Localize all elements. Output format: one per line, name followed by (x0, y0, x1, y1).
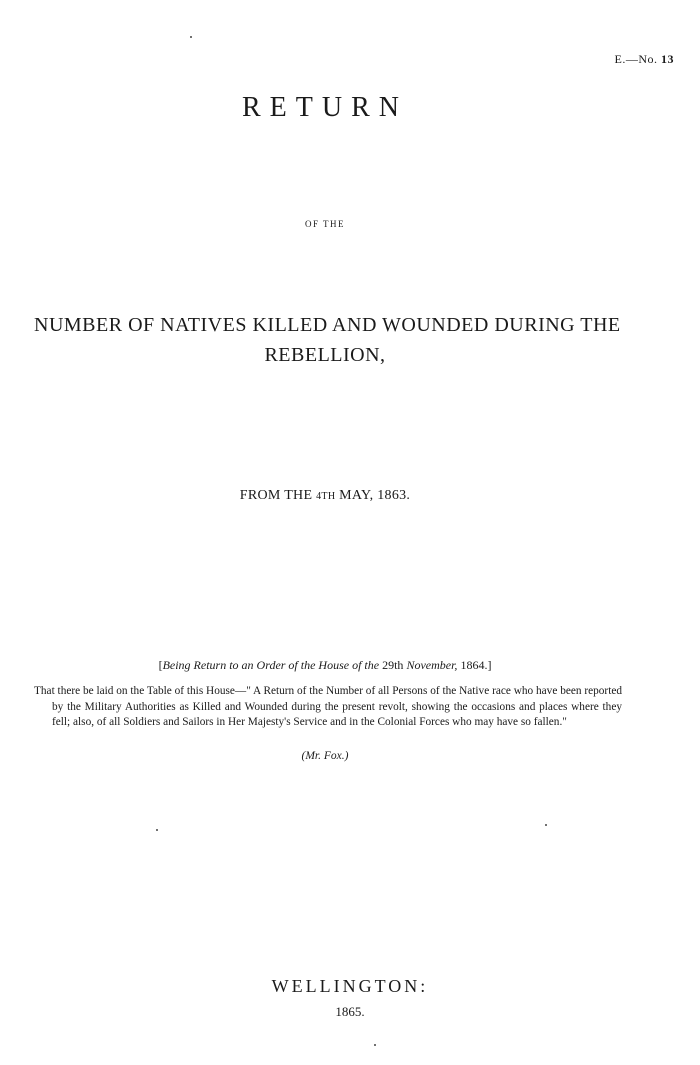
document-reference (615, 52, 675, 67)
order-open: [ (158, 658, 163, 672)
print-speck (374, 1044, 376, 1046)
reference-number: 13 (661, 52, 674, 66)
mover-name: (Mr. Fox.) (301, 750, 349, 762)
from-date-day: 4TH (316, 491, 336, 502)
from-date-suffix: MAY, 1863. (335, 488, 411, 503)
order-italic-1: Being Return to an Order of the House of the (162, 658, 380, 672)
order-close: 1864.] (457, 658, 492, 672)
motion-text: That there be laid on the Table of this House—" A Return of the Number of all Persons of the Native race who have been reported by the Military Authorities as Killed and Wounded during the present revolt, showing the occasions and places where they fell; also, of all Soldiers and Sailors in Her Majesty's Service and in the Colonial Forces who may have so fallen." (34, 685, 622, 728)
document-title: RETURN (242, 92, 408, 123)
order-mid: 29th (379, 658, 407, 672)
reference-prefix: E.—No. (614, 52, 661, 66)
imprint-place: WELLINGTON: (271, 976, 429, 996)
print-speck (190, 36, 192, 38)
imprint-year: 1865. (335, 1004, 365, 1019)
from-date-prefix: FROM THE (239, 488, 317, 503)
heading-line-2: REBELLION, (264, 344, 386, 366)
order-reference (0, 658, 650, 673)
print-speck (156, 829, 158, 831)
order-italic-2: November, (406, 658, 458, 672)
print-speck (545, 824, 547, 826)
heading-line-1: NUMBER OF NATIVES KILLED AND WOUNDED DURING THE (34, 314, 621, 336)
of-the-label: OF THE (304, 219, 346, 229)
from-date (0, 488, 650, 504)
